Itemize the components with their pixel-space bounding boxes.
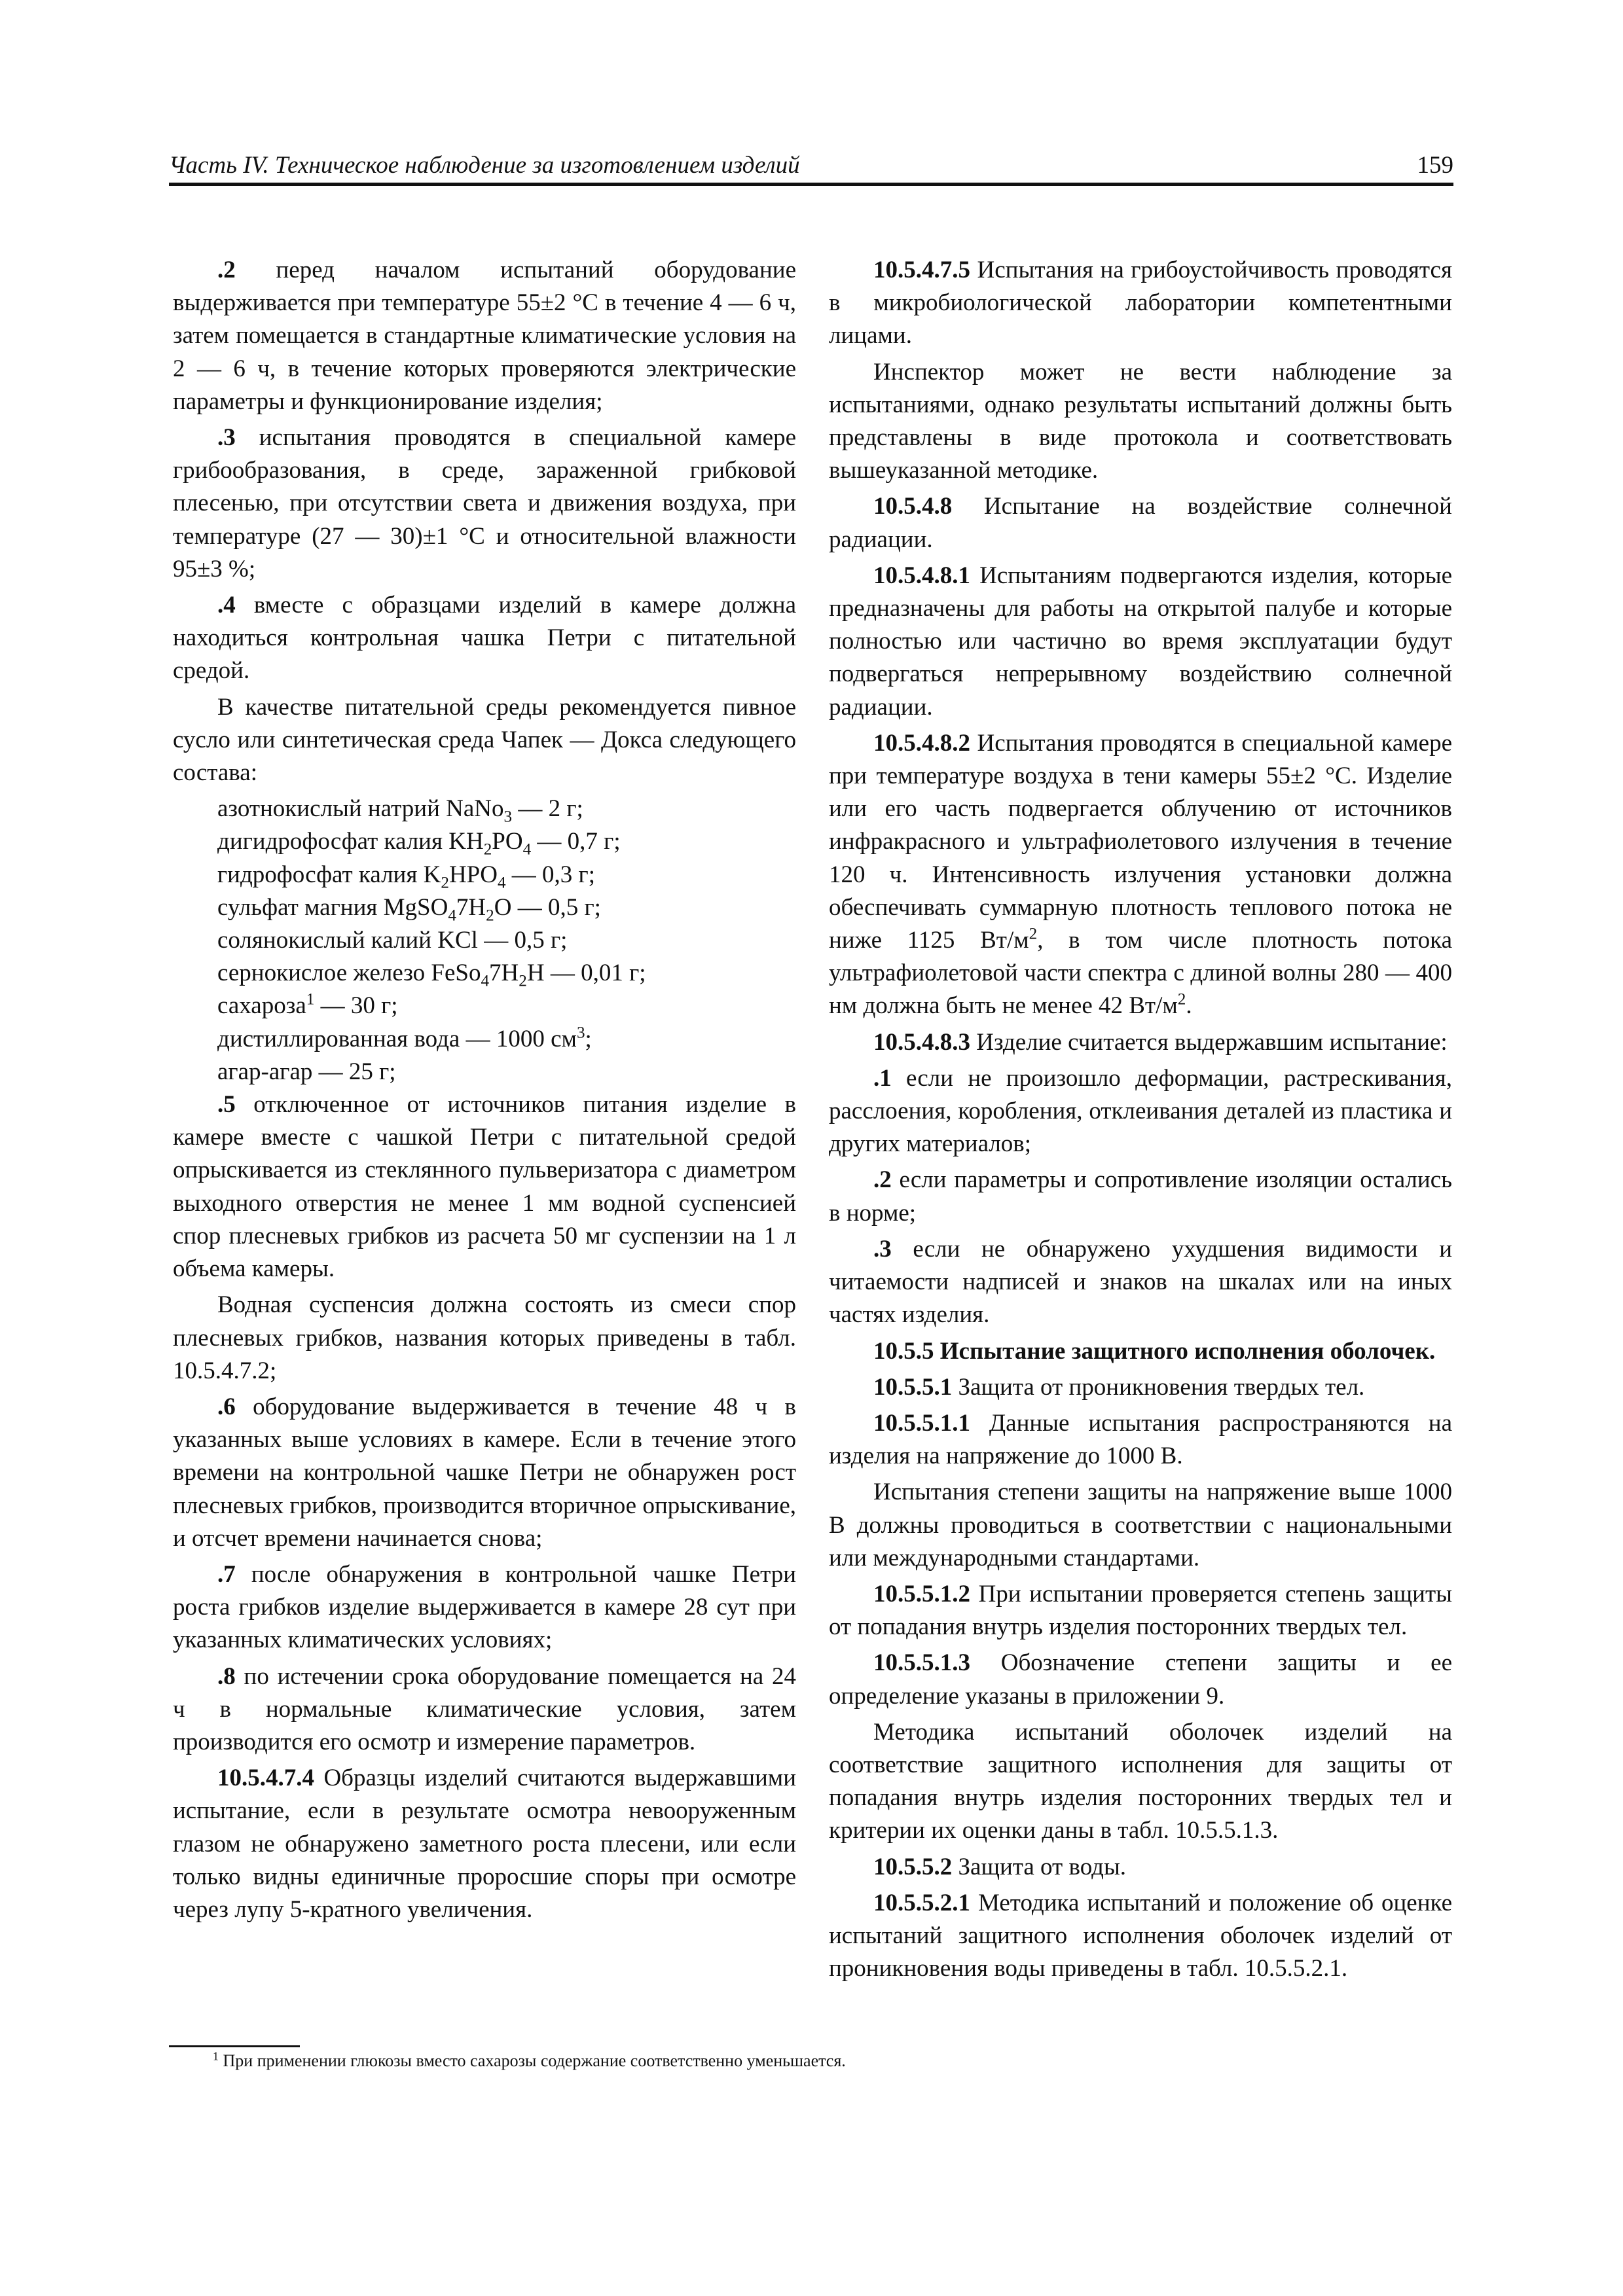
section-number: 10.5.4.7.4 (217, 1765, 314, 1792)
paragraph-text: Испытание на воздействие солнечной радиации. (829, 493, 1452, 553)
section-number: 10.5.4.8.3 (873, 1028, 970, 1056)
composition-list (173, 793, 796, 1088)
paragraph-text: Методика испытаний и положение об оценке испытаний защитного исполнения оболочек изделий от проникновения воды приведены в табл. 10.5.5.2.1. (829, 1889, 1452, 1982)
item-number: .6 (217, 1393, 236, 1420)
page-number: 159 (1417, 152, 1453, 179)
item-number: .5 (217, 1091, 236, 1119)
item-number: .1 (873, 1064, 892, 1092)
paragraph (829, 490, 1452, 556)
item-number: .3 (873, 1235, 892, 1263)
list-item: гидрофосфат калия $K_2HPO_4$ — 0,3 г; (217, 861, 596, 892)
paragraph-text: по истечении срока оборудование помещается на 24 ч в нормальные климатические условия, затем производится его осмотр и измерение параметров. (173, 1662, 796, 1755)
section-number: 10.5.5.2 (873, 1853, 953, 1880)
paragraph (829, 1164, 1452, 1229)
footnote-marker: 1 (213, 2049, 219, 2063)
paragraph (173, 589, 796, 688)
list-item: сернокислое железо $FeSo_47H_2H$ — 0,01 г; (217, 960, 646, 990)
right-column (829, 254, 1452, 1988)
list-item: дигидрофосфат калия $KH_2PO_4$ — 0,7 г; (217, 828, 621, 859)
item-number: .2 (873, 1166, 892, 1194)
paragraph (829, 1233, 1452, 1332)
paragraph-text: Изделие считается выдержавшим испытание: (970, 1028, 1448, 1056)
paragraph (173, 1088, 796, 1285)
paragraph (173, 1660, 796, 1759)
paragraph-text: Данные испытания распространяются на изделия на напряжение до 1000 В. (829, 1409, 1452, 1470)
paragraph-text: вместе с образцами изделий в камере должна находиться контрольная чашка Петри с питательной средой. (173, 592, 796, 685)
paragraph-text: Защита от проникновения твердых тел. (952, 1373, 1365, 1401)
footnote-text: При применении глюкозы вместо сахарозы содержание соответственно уменьшается. (219, 2051, 846, 2070)
paragraph (173, 1762, 796, 1926)
section-number: 10.5.5.2.1 (873, 1889, 970, 1916)
paragraph: Водная суспенсия должна состоять из смеси спор плесневых грибков, названия которых приведены в табл. 10.5.4.7.2; (173, 1291, 796, 1384)
footnote-ref: 1 (306, 991, 315, 1009)
section-heading: 10.5.5 Испытание защитного исполнения оболочек. (873, 1337, 1436, 1365)
section-number: 10.5.5.1.2 (873, 1580, 970, 1607)
section-number: 10.5.5.1 (873, 1373, 953, 1401)
item-number: .7 (217, 1560, 236, 1588)
paragraph-text: перед началом испытаний оборудование выдерживается при температуре 55±2 °C в течение 4 — 6 ч, затем помещается в стандартные климатические условия на 2 — 6 ч, в течение которых проверяются электрические параметры и функционирование изделия; (173, 257, 796, 415)
paragraph-text: если не обнаружено ухудшения видимости и читаемости надписей и знаков на шкалах или на иных частях изделия. (829, 1235, 1452, 1329)
paragraph (829, 1371, 1452, 1404)
left-column (173, 254, 796, 1929)
paragraph-text: Испытания на грибоустойчивость проводятся в микробиологической лаборатории компетентными лицами. (829, 257, 1452, 350)
section-number: 10.5.5.1.1 (873, 1409, 970, 1437)
paragraph: Инспектор может не вести наблюдение за испытаниями, однако результаты испытаний должны быть представлены в виде протокола и соответствовать вышеуказанной методике. (829, 358, 1452, 484)
section-number: 10.5.4.8 (873, 493, 953, 520)
paragraph (173, 1391, 796, 1555)
footnote (213, 2050, 1391, 2072)
paragraph-text: оборудование выдерживается в течение 48 ч в указанных выше условиях в камере. Если в течение этого времени на контрольной чашке Петри не обнаружен рост плесневых грибков, производится вторичное опрыскивание, и отсчет времени начинается снова; (173, 1393, 796, 1552)
paragraph (829, 1887, 1452, 1986)
paragraph-text: Образцы изделий считаются выдержавшими испытание, если в результате осмотра невооруженным глазом не обнаружено заметного роста плесени, или если только видны единичные проросшие споры при осмотре через лупу 5-кратного увеличения. (173, 1765, 796, 1923)
paragraph-text: При испытании проверяется степень защиты от попадания внутрь изделия посторонних твердых тел. (829, 1580, 1452, 1641)
item-number: .4 (217, 592, 236, 619)
list-item: солянокислый калий KCl — 0,5 г; (217, 927, 568, 954)
paragraph (173, 1558, 796, 1657)
item-number: .2 (217, 257, 236, 283)
paragraph-text: если параметры и сопротивление изоляции остались в норме; (829, 1166, 1452, 1227)
list-item: азотнокислый натрий NaNo$_3$ — 2 г; (217, 795, 583, 826)
item-number: .8 (217, 1662, 236, 1690)
list-item: агар-агар — 25 г; (217, 1058, 396, 1085)
paragraph-text: испытания проводятся в специальной камере грибообразования, в среде, зараженной грибковой плесенью, при отсутствии света и движения воздуха, при температуре (27 — 30)±1 °C и относительной влажности 95±3 %; (173, 424, 796, 583)
paragraph: Испытания степени защиты на напряжение выше 1000 В должны проводиться в соответствии с национальными или международными стандартами. (829, 1479, 1452, 1571)
paragraph-text: отключенное от источников питания изделие в камере вместе с чашкой Петри с питательной средой опрыскивается из стеклянного пульверизатора с диаметром выходного отверстия не менее 1 мм водной суспенсией спор плесневых грибков из расчета 50 мг суспензии на 1 л объема камеры. (173, 1091, 796, 1283)
paragraph (173, 254, 796, 418)
paragraph (829, 1026, 1452, 1059)
paragraph-text: Защита от воды. (952, 1853, 1127, 1880)
paragraph (829, 1851, 1452, 1884)
paragraph (829, 1407, 1452, 1473)
paragraph (829, 560, 1452, 724)
paragraph: В качестве питательной среды рекомендуется пивное сусло или синтетическая среда Чапек — Докса следующего состава: (173, 693, 796, 787)
paragraph-text: Обозначение степени защиты и ее определение указаны в приложении 9. (829, 1649, 1452, 1710)
paragraph-text: Испытаниям подвергаются изделия, которые предназначены для работы на открытой палубе и которые полностью или частично во время эксплуатации будут подвергаться непрерывному воздействию солнечной радиации. (829, 562, 1452, 721)
section-number: 10.5.4.7.5 (873, 257, 970, 283)
paragraph: Методика испытаний оболочек изделий на соответствие защитного исполнения для защиты от попадания внутрь изделия посторонних твердых тел и критерии их оценки даны в табл. 10.5.5.1.3. (829, 1718, 1452, 1844)
paragraph-text: если не произошло деформации, растрескивания, расслоения, коробления, отклеивания деталей из пластика и других материалов; (829, 1064, 1452, 1158)
paragraph (829, 254, 1452, 353)
list-item: сульфат магния $MgSO_47H_2O$ — 0,5 г; (217, 893, 601, 925)
running-header (169, 145, 1453, 183)
list-item: сахароза$^1$ — 30 г; (217, 991, 398, 1020)
paragraph (829, 1578, 1452, 1643)
paragraph (829, 1647, 1452, 1712)
section-number: 10.5.5.1.3 (873, 1649, 970, 1677)
paragraph (829, 1062, 1452, 1161)
list-item: дистиллированная вода — 1000 $см^3$; (217, 1024, 592, 1052)
section-number: 10.5.4.8.1 (873, 562, 970, 589)
paragraph-text: после обнаружения в контрольной чашке Петри роста грибков изделие выдерживается в камере 28 сут при указанных климатических условиях; (173, 1560, 796, 1654)
paragraph: 10.5.4.8.2 Испытания проводятся в специальной камере при температуре воздуха в тени камеры 55±2 °C. Изделие или его часть подвергается облучению от источников инфракрасного и ультрафиолетового излучения в течение 120 ч. Интенсивность излучения установки должна обеспечивать суммарную плотность теплового потока не ниже 1125 $Вт/м^2$, в том числе плотность потока ультрафиолетовой части спектра с длиной волны 280 — 400 нм должна быть не менее 42 $Вт/м^2$. (829, 729, 1452, 1020)
header-title: Часть IV. Техническое наблюдение за изготовлением изделий (169, 152, 800, 179)
header-rule (169, 183, 1453, 186)
section-number: 10.5.4.8.2 (873, 729, 970, 757)
footnote-rule (169, 2045, 300, 2047)
item-number: .3 (217, 424, 236, 452)
paragraph (173, 422, 796, 586)
